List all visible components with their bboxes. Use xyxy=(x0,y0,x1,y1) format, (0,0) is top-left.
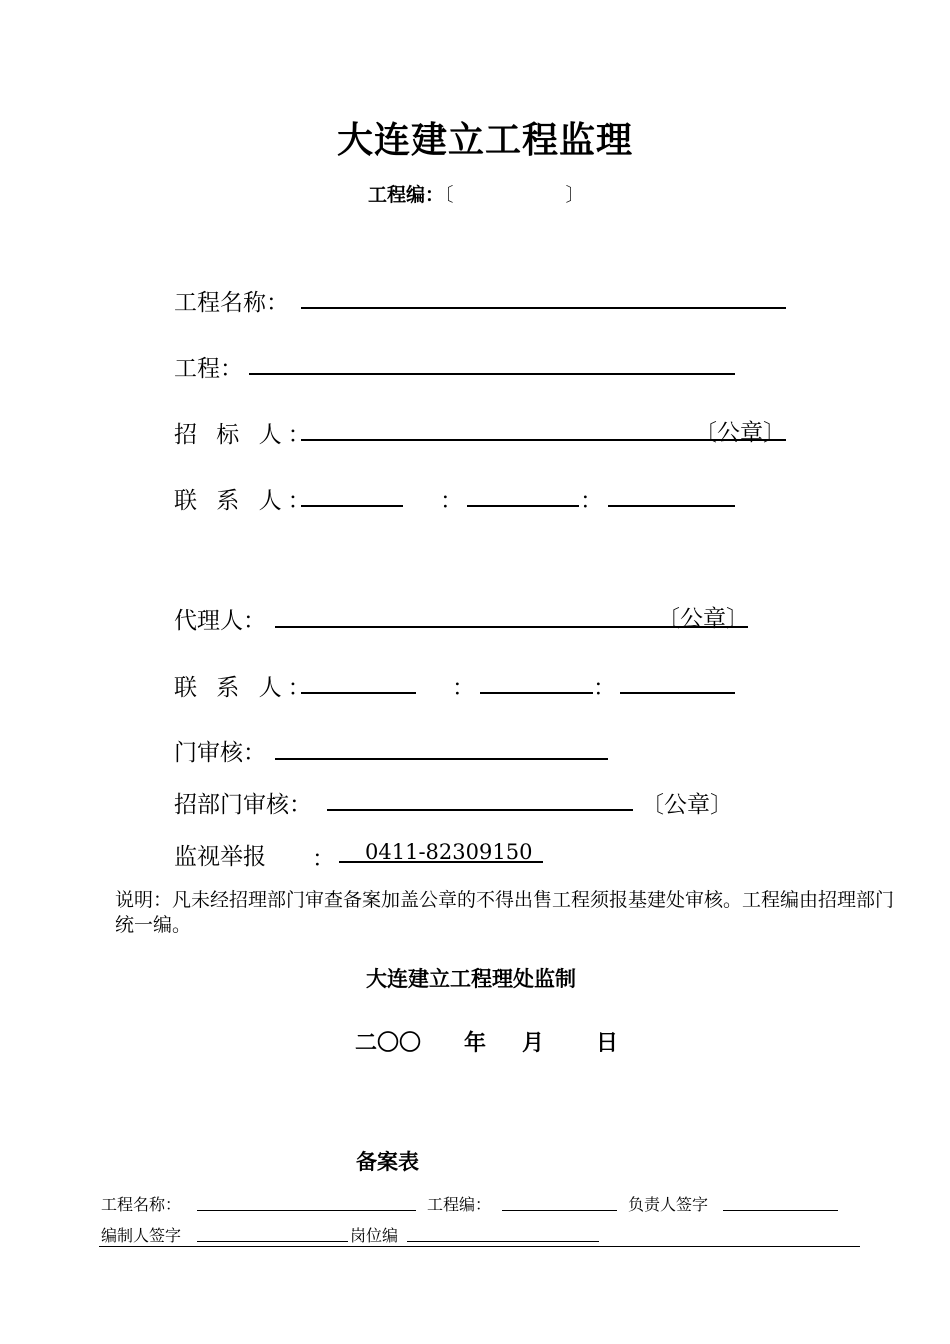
tender-dept-seal: 〔公章〕 xyxy=(641,792,733,818)
dept-review-label: 门审核： xyxy=(174,740,266,766)
hotline-colon: ： xyxy=(312,846,335,872)
agent-seal: 〔公章〕 xyxy=(657,606,749,632)
record-title: 备案表 xyxy=(356,1150,419,1174)
project-label: 工程： xyxy=(174,356,243,382)
agent-contact-colon-2: ： xyxy=(593,675,616,701)
agent-contact-label: 联 系 人： xyxy=(174,675,317,701)
record-post-label: 岗位编 xyxy=(350,1226,399,1245)
agent-contact-name-field[interactable] xyxy=(301,692,416,694)
record-responsible-label: 负责人签字 xyxy=(628,1195,709,1214)
agent-label: 代理人： xyxy=(174,608,266,634)
dept-review-field[interactable] xyxy=(275,758,608,760)
contact-label: 联 系 人： xyxy=(174,488,317,514)
record-project-no-field[interactable] xyxy=(502,1210,617,1211)
record-responsible-field[interactable] xyxy=(723,1210,838,1211)
record-project-name-label: 工程名称： xyxy=(101,1195,182,1214)
contact-colon-1: ： xyxy=(440,488,463,514)
project-number-open: 〔 xyxy=(444,184,454,206)
tender-dept-review-field[interactable] xyxy=(327,809,633,811)
contact-colon-2: ： xyxy=(580,488,603,514)
date-month: 月 xyxy=(522,1031,545,1056)
tenderer-label: 招 标 人： xyxy=(174,422,317,448)
contact-name-field[interactable] xyxy=(301,505,403,507)
agent-contact-colon-1: ： xyxy=(452,675,475,701)
project-number-row xyxy=(368,180,585,207)
record-post-field[interactable] xyxy=(407,1241,599,1242)
record-project-name-field[interactable] xyxy=(197,1210,416,1211)
project-number-label: 工程编： xyxy=(368,184,445,206)
agent-contact-extra-field[interactable] xyxy=(620,692,735,694)
hotline-number: 0411-82309150 xyxy=(365,840,533,864)
record-editor-field[interactable] xyxy=(197,1241,348,1242)
project-field[interactable] xyxy=(249,373,735,375)
contact-extra-field[interactable] xyxy=(608,505,735,507)
record-bottom-rule xyxy=(99,1246,860,1247)
date-year: 年 xyxy=(464,1031,487,1056)
date-day: 日 xyxy=(596,1031,619,1056)
project-name-field[interactable] xyxy=(301,307,786,309)
hotline-label: 监视举报 xyxy=(174,844,266,870)
document-title: 大连建立工程监理 xyxy=(336,120,633,161)
record-editor-label: 编制人签字 xyxy=(101,1226,182,1245)
tenderer-seal: 〔公章〕 xyxy=(694,420,786,446)
project-name-label: 工程名称： xyxy=(174,290,289,316)
project-number-close: 〕 xyxy=(565,184,585,206)
note-text: 说明：凡未经招理部门审查备案加盖公章的不得出售工程须报基建处审核。工程编由招理部门统一编。 xyxy=(115,889,895,936)
issuer: 大连建立工程理处监制 xyxy=(366,967,576,991)
tender-dept-review-label: 招部门审核： xyxy=(174,792,312,818)
agent-contact-phone-field[interactable] xyxy=(480,692,593,694)
contact-phone-field[interactable] xyxy=(467,505,579,507)
date-prefix: 二〇〇 xyxy=(355,1031,422,1056)
record-project-no-label: 工程编： xyxy=(427,1195,492,1214)
